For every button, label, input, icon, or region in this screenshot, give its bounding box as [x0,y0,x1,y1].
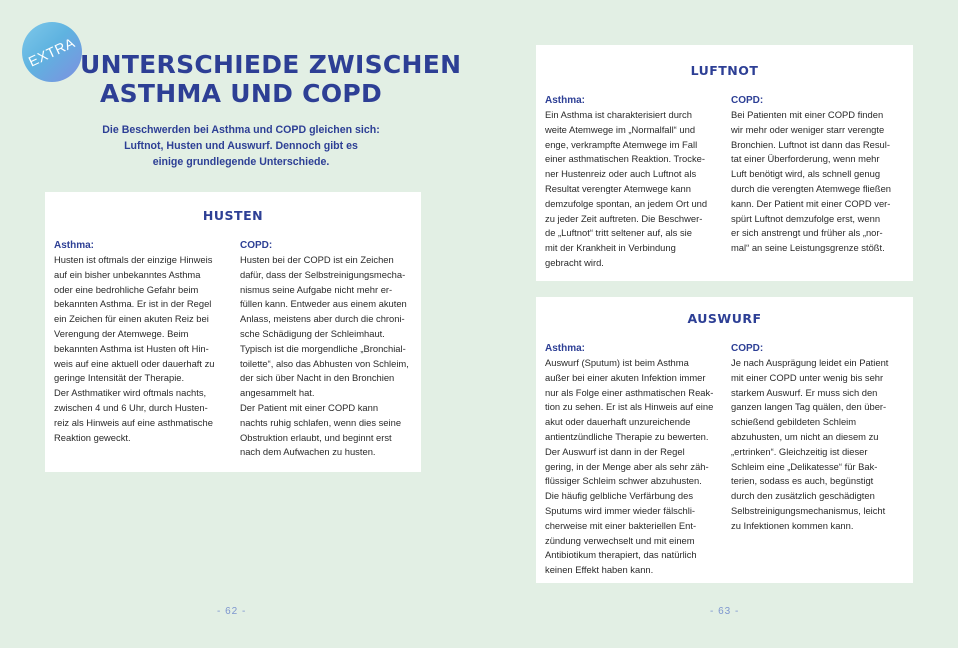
luftnot-title: LUFTNOT [690,63,759,78]
text-line: nismus seine Aufgabe nicht mehr er- [240,283,393,295]
text-line: „ertrinken“. Gleichzeitig ist dieser [731,445,868,457]
text-line: sche Schädigung der Schleimhaut. [240,327,385,339]
text-line: Der Asthmatiker wird oftmals nachts, [54,387,207,399]
auswurf-asthma-text [545,356,727,578]
text-line: tion zu sehen. Er ist als Hinweis auf eine [545,401,714,413]
husten-asthma-text [54,253,234,445]
text-line: Antibiotikum therapiert, das natürlich [545,549,697,561]
text-line: cherweise mit einer bakteriellen Ent- [545,519,697,531]
husten-copd-column [240,238,420,460]
text-line: tat einer Überforderung, wenn mehr [731,153,880,165]
text-line: zu jeder Zeit auftreten. Die Beschwer- [545,212,703,224]
auswurf-copd-heading: COPD: [731,343,764,354]
luftnot-asthma-heading: Asthma: [545,95,586,106]
text-line: bekannten Asthma ist Husten oft Hin- [54,342,209,354]
text-line: Obstruktion erlaubt, und beginnt erst [240,431,392,443]
text-line: weite Atemwege im „Normalfall“ und [545,123,696,135]
text-line: Husten ist oftmals der einzige Hinweis [54,254,213,265]
text-line: Schleim eine „Delikatesse“ für Bak- [731,460,878,472]
auswurf-card [536,297,913,583]
text-line: Luft benötigt wird, als schnell genug [731,168,881,180]
text-line: spürt Luftnot demzufolge erst, wenn [731,212,881,224]
husten-asthma-column [54,238,234,445]
text-line: nach dem Aufwachen zu husten. [240,446,376,458]
text-line: zu Infektionen kommen kann. [731,519,854,531]
text-line: flüssiger Schleim schwer abzuhusten. [545,475,702,487]
text-line: reiz als Hinweis auf eine asthmatische [54,416,213,428]
text-line: der sich über Nacht in den Bronchien [240,372,395,384]
text-line: terien, sodass es auch, begünstigt [731,475,874,487]
intro-line-1: Die Beschwerden bei Asthma und COPD gleichen sich: [102,124,380,136]
text-line: Selbstreinigungsmechanismus, leicht [731,504,886,516]
auswurf-copd-text [731,356,911,534]
text-line: toilette“, also das Abhusten von Schleim, [240,357,409,369]
page-number-left: - 62 - [217,606,247,617]
page-title-line-1: UNTERSCHIEDE ZWISCHEN [80,50,462,79]
text-line: füllen kann. Entweder aus einem akuten [240,298,407,310]
text-line: Der Patient mit einer COPD kann [240,401,379,413]
husten-asthma-heading: Asthma: [54,240,95,251]
luftnot-copd-column [731,93,911,256]
text-line: gering, in der Menge aber als sehr zäh- [545,460,709,472]
text-line: angesammelt hat. [240,387,315,399]
text-line: Der Auswurf ist dann in der Regel [545,445,685,457]
text-line: Bronchien. Luftnot ist dann das Resul- [731,138,890,150]
text-line: Resultat verengter Atemwege kann [545,182,691,194]
auswurf-copd-column [731,341,911,534]
auswurf-asthma-column [545,341,727,578]
extra-badge-label: EXTRA [26,34,78,70]
text-line: Die häufig gelbliche Verfärbung des [545,490,694,502]
text-line: mit der Krankheit in Verbindung [545,242,676,254]
text-line: schießend gebildeten Schleim [731,416,857,428]
text-line: nur als Folge einer asthmatischen Reak- [545,386,714,398]
text-line: Ein Asthma ist charakterisiert durch [545,109,692,120]
text-line: außer bei einer akuten Infektion immer [545,371,706,383]
husten-copd-heading: COPD: [240,240,273,251]
text-line: akut oder dauerhaft unzureichende [545,416,691,428]
text-line: auf ein bisher unbekanntes Asthma [54,268,201,280]
text-line: weis auf eine aktuell oder dauerhaft zu [54,357,215,369]
text-line: durch den zusätzlich geschädigten [731,490,875,502]
husten-copd-text [240,253,420,460]
extra-badge [22,22,82,82]
luftnot-copd-heading: COPD: [731,95,764,106]
husten-card [45,192,421,472]
text-line: Bei Patienten mit einer COPD finden [731,109,884,120]
text-line: dafür, dass der Selbstreinigungsmecha- [240,268,406,280]
page-number-right: - 63 - [710,606,740,617]
luftnot-copd-text [731,108,911,256]
text-line: gebracht wird. [545,256,604,268]
text-line: durch die verengten Atemwege fließen [731,182,891,194]
text-line: ganzen langen Tag quälen, den über- [731,401,887,413]
text-line: einer asthmatischen Reaktion. Trocke- [545,153,705,165]
text-line: bekannten Asthma. Er ist in der Regel [54,298,212,310]
intro-line-2: Luftnot, Husten und Auswurf. Dennoch gibt es [124,140,358,152]
text-line: demzufolge spontan, an jedem Ort und [545,197,708,209]
text-line: nachts ruhig schlafen, wenn dies seine [240,416,402,428]
luftnot-card [536,45,913,281]
text-line: de „Luftnot“ tritt seltener auf, als sie [545,227,692,239]
text-line: oder eine bedrohliche Gefahr beim [54,283,199,295]
text-line: mal“ an seine Leistungsgrenze stößt. [731,242,885,254]
text-line: er sich anstrengt und früher als „nor- [731,227,883,239]
text-line: kann. Der Patient mit einer COPD ver- [731,197,891,209]
intro-line-3: einige grundlegende Unterschiede. [152,156,330,168]
text-line: ein Zeichen für einen akuten Reiz bei [54,313,209,325]
text-line: starkem Auswurf. Er muss sich den [731,386,878,398]
auswurf-title: AUSWURF [687,311,762,326]
text-line: Auswurf (Sputum) ist beim Asthma [545,357,689,368]
text-line: Anlass, meistens aber durch die chroni- [240,313,405,325]
luftnot-asthma-text [545,108,727,271]
text-line: ner Hustenreiz oder auch Luftnot als [545,168,697,180]
text-line: keinen Effekt haben kann. [545,564,654,576]
page-title-line-2: ASTHMA UND COPD [99,79,383,108]
husten-title: HUSTEN [202,208,264,223]
text-line: zwischen 4 und 6 Uhr, durch Husten- [54,401,208,413]
luftnot-asthma-column [545,93,727,271]
text-line: Husten bei der COPD ist ein Zeichen [240,254,394,265]
text-line: antientzündliche Therapie zu bewerten. [545,430,709,442]
text-line: mit einer COPD unter wenig bis sehr [731,371,884,383]
text-line: Verengung der Atemwege. Beim [54,327,189,339]
page-title [80,50,462,108]
text-line: wir mehr oder weniger starr verengte [731,123,885,135]
text-line: enge, verkrampfte Atemwege im Fall [545,138,698,150]
text-line: Sputums wird immer wieder fälschli- [545,504,696,516]
text-line: zündung verwechselt und mit einem [545,534,695,546]
text-line: Je nach Ausprägung leidet ein Patient [731,357,889,368]
text-line: Typisch ist die morgendliche „Bronchial- [240,342,406,354]
text-line: abzuhusten, um nicht an diesem zu [731,430,879,442]
text-line: geringe Intensität der Therapie. [54,372,185,384]
text-line: Reaktion geweckt. [54,431,131,443]
auswurf-asthma-heading: Asthma: [545,343,586,354]
intro-text [88,122,394,170]
